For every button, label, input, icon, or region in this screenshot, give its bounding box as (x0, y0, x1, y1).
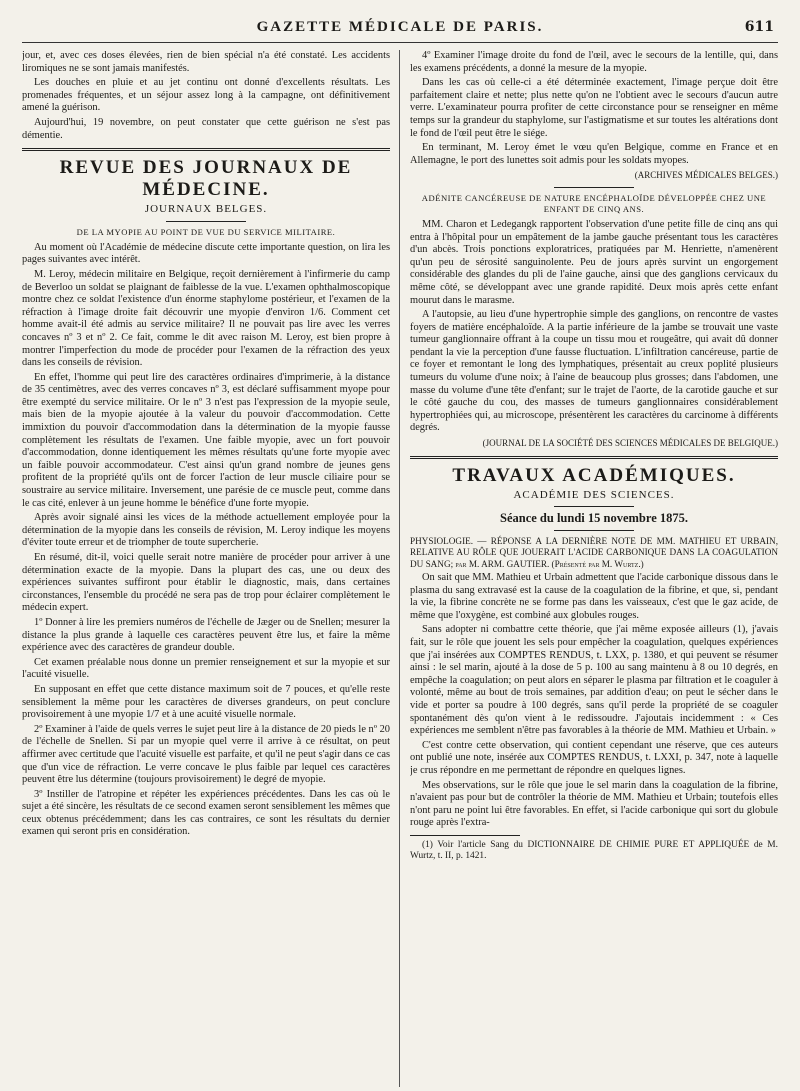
paragraph: En résumé, dit-il, voici quelle serait notre manière de procéder pour arriver à une détermination exacte de la myopie. Dans la plupart des cas, une ou deux des expériences suivantes suffiront pour établir le diagnostic, mais, dans certaines circonstances, l'ensemble du procédé ne sera pas de trop pour éclairer complètement le médecin expert. (22, 552, 390, 614)
subsection-title: ACADÉMIE DES SCIENCES. (513, 488, 675, 501)
source-citation: (ARCHIVES MÉDICALES BELGES.) (634, 170, 778, 181)
paragraph: jour, et, avec ces doses élevées, rien de bien spécial n'a été constaté. Les accidents liromiques ne se sont jamais manifestés. (22, 50, 390, 74)
paragraph: Cet examen préalable nous donne un premier renseignement et sur la myopie et sur l'acuité visuelle. (22, 656, 390, 681)
page-number: 611 (744, 19, 774, 35)
paragraph: Aujourd'hui, 19 novembre, on peut constater que cette guérison ne s'est pas démentie. (22, 116, 390, 141)
paragraph: 3º Instiller de l'atropine et répéter les expériences précédentes. Dans les cas où le sujet a été sincère, les résultats de ce second examen seront sensiblement les mêmes que ceux obtenus précédemment; dans les cas contraires, ce sont les résultats du dernier examen qui seront pris en considération. (22, 788, 390, 838)
paragraph: Sans adopter ni combattre cette théorie, que j'ai même exposée ailleurs (1), j'avais fait, sur le rôle que jouent les sels pour empêcher la coagulation, quelques expériences que j'ai insérées aux COMPTES RENDUS, t. LXX, p. 1380, et qui peuvent se résumer ainsi : le sel marin, ajouté à la dose de 5 p. 100 au sang maintenu à 8 ou 10 degrés, en empêche la coagulation; on peut alors en séparer le plasma par filtration et le coaguler à volonté, même au bout de trois semaines, par addition d'eau; on peut le sécher dans le vide et porter sa poudre à 100 degrés, sans qu'il perde la propriété de se coaguler spontanément dès qu'on vient à le redissoudre. J'ajoutais incidemment : « Ces expériences me semblent n'être pas favorables à la théorie de MM. Mathieu et Urbain. » (410, 624, 778, 737)
journal-title: GAZETTE MÉDICALE DE PARIS. (256, 18, 544, 35)
paragraph: A l'autopsie, au lieu d'une hypertrophie simple des ganglions, on rencontre de vastes foyers de matière encéphaloïde. A la partie inférieure de la jambe se trouvait une vaste tumeur ganglionnaire offrant à la coupe un tissu mou et rougeâtre, qui avait dû donner pendant la vie la perception d'une fausse fluctuation. L'infiltration cancéreuse, partie de ce foyer et remontant le long des lymphatiques, présentait au creux poplité plusieurs tumeurs du volume d'une noix; à l'aine de beaucoup plus grosses; dans l'abdomen, une masse du volume d'une tête d'enfant; sur le trajet de l'aorte, de la carotide gauche et sur le côté gauche du cou, des masses de tumeurs ganglionnaires considérablement hypertrophiées qui, au microscope, présentèrent les caractères du carcinome à différents degrés. (410, 309, 778, 434)
source-citation: (JOURNAL DE LA SOCIÉTÉ DES SCIENCES MÉDICALES DE BELGIQUE.) (482, 438, 778, 449)
short-rule (166, 221, 246, 222)
footnote: (1) Voir l'article Sang du DICTIONNAIRE DE CHIMIE PURE ET APPLIQUÉE de M. Wurtz, t. II, p. 1421. (410, 839, 778, 862)
short-rule (554, 187, 634, 188)
paragraph: M. Leroy, médecin militaire en Belgique, reçoit dernièrement à l'infirmerie du camp de Beverloo un soldat se plaignant de faiblesse de la vue. L'examen ophthalmoscopique montre chez ce soldat l'existence d'un énorme staphylome postérieur, et l'examen de la réfraction à l'image droite fait découvrir une myopie d'environ 1/6. Comment cet homme avait-il été admis au service militaire? Il ne pouvait pas lire avec les verres concaves nº 3 et nº 2. Ce fait, comme le dit avec raison M. Leroy, est bien propre à montrer l'imperfection du mode de procéder pour l'examen de la réfraction des yeux dans les conseils de révision. (22, 268, 390, 369)
article-title: DE LA MYOPIE AU POINT DE VUE DU SERVICE MILITAIRE. (76, 226, 336, 237)
section-title: TRAVAUX ACADÉMIQUES. (452, 464, 736, 486)
short-rule (554, 530, 634, 531)
section-rule (22, 148, 390, 151)
paragraph: En effet, l'homme qui peut lire des caractères ordinaires d'imprimerie, à la distance de 35 centimètres, avec des verres concaves nº 3, est déclaré suffisamment myope pour être exempté du service militaire. Or le nº 3 n'est pas l'expression de la myopie seule, mais bien de la myopie ajoutée à la valeur du pouvoir d'accommodation. Cette immixtion du pouvoir d'accommodation dans la détermination de la myopie fausse complètement les résultats de l'examen. Une faible myopie, avec un fort pouvoir d'accommodation, donne identiquement les mêmes résultats qu'une forte myopie avec un faible pouvoir accommodateur. C'est ainsi qu'un grand nombre de jeunes gens profitent de la propriété qu'ils ont de forcer l'action de leur muscle ciliaire pour se soustraire au service militaire. Inversement, une parésie de ce muscle peut, comme dans le cas cité, enlever à un jeune homme le bénéfice d'une forte myopie. (22, 371, 390, 509)
running-head (22, 12, 778, 43)
paragraph: Dans les cas où celle-ci a été déterminée exactement, l'image perçue doit être parfaitement claire et nette; plus nette qu'on ne l'obtient avec le secours d'aucun autre verre. L'examinateur pourra profiter de cette circonstance pour se renseigner en même temps sur la grandeur du staphylome, sur l'astigmatisme et sur toutes les altérations dont le fond de l'œil peut être le siége. (410, 77, 778, 139)
paragraph: 2º Examiner à l'aide de quels verres le sujet peut lire à la distance de 20 pieds le nº 20 de l'échelle de Snellen. Si par un myopie quel verre il arrive à ce résultat, on peut affirmer avec certitude que l'acuité visuelle est parfaite, et qu'il ne peut s'agir dans ce cas que d'un vice de réfraction. Le verre concave le plus faible par lequel ces caractères peuvent être lus détermine (toujours provisoirement) le degré de myopie. (22, 723, 390, 786)
paragraph: Après avoir signalé ainsi les vices de la méthode actuellement employée pour la détermination de la myopie dans les conseils de révision, M. Leroy indique les moyens d'éviter toute erreur et de triompher de toute supercherie. (22, 512, 390, 549)
left-column (22, 50, 390, 1087)
paragraph: On sait que MM. Mathieu et Urbain admettent que l'acide carbonique dissous dans le plasma du sang extravasé est la cause de la coagulation de la fibrine, et que, si, pendant la vie, la fibrine concrète ne se forme pas dans les vaisseaux, c'est que le gaz acide, de même que l'oxygène, est combiné aux globules rouges. (410, 572, 778, 621)
paragraph: C'est contre cette observation, qui contient cependant une réserve, que ces auteurs ont publié une note, insérée aux COMPTES RENDUS, t. LXXI, p. 347, note à laquelle je crus répondre en me permettant de répondre en quelques lignes. (410, 739, 778, 776)
section-title: REVUE DES JOURNAUX DE MÉDECINE. (59, 157, 353, 201)
article-title: ADÉNITE CANCÉREUSE DE NATURE ENCÉPHALOÏDE DÉVELOPPÉE CHEZ UNE ENFANT DE CINQ ANS. (421, 192, 767, 214)
paragraph: 4º Examiner l'image droite du fond de l'œil, avec le secours de la lentille, qui, dans les examens précédents, a donné la mesure de la myopie. (410, 50, 778, 74)
article-heading: PHYSIOLOGIE. — RÉPONSE A LA DERNIÈRE NOTE DE MM. MATHIEU ET URBAIN, RELATIVE AU RÔLE QUE JOUERAIT L'ACIDE CARBONIQUE DANS LA COAGULATION DU SANG; par M. ARM. GAUTIER. (Présenté par M. Wurtz.) (410, 535, 778, 569)
column-divider (399, 50, 400, 1087)
paragraph: MM. Charon et Ledegangk rapportent l'observation d'une petite fille de cinq ans qui entra à l'hôpital pour un empâtement de la jambe gauche présentant tous les caractères d'un abcès. Trois ponctions exploratrices, pratiquées par M. Henriette, n'amenèrent qu'un peu de sérosité sanguinolente. Peu de jours après survint un engorgement considérable des glandes du pli de l'aine gauche, ainsi que des ganglions cervicaux du même côté, se développant avec une grande rapidité. Deux mois après cette enfant mourut dans le marasme. (410, 218, 778, 306)
paragraph: En supposant en effet que cette distance maximum soit de 7 pouces, et qu'elle reste sensiblement la même pour les caractères de diverses grandeurs, on peut conclure provisoirement à une myopie 1/7 et à une acuité visuelle normale. (22, 683, 390, 721)
paragraph: Mes observations, sur le rôle que joue le sel marin dans la coagulation de la fibrine, n'avaient pas pour but de contrôler la théorie de MM. Mathieu et Urbain; toutefois elles n'ont paru ne point lui être favorables. En effet, si l'acide carbonique qui sort du globule rouge après l'extra- (410, 779, 778, 829)
paragraph: Les douches en pluie et au jet continu ont donné d'excellents résultats. Les promenades fréquentes, et un séjour assez long à la campagne, ont définitivement amené la guérison. (22, 77, 390, 114)
paragraph: En terminant, M. Leroy émet le vœu qu'en Belgique, comme en France et en Allemagne, le port des lunettes soit admis pour les soldats myopes. (410, 142, 778, 166)
section-rule (410, 456, 778, 459)
session-heading: Séance du lundi 15 novembre 1875. (500, 511, 688, 526)
subsection-title: JOURNAUX BELGES. (144, 203, 268, 216)
short-rule (554, 506, 634, 507)
footnote-rule (410, 835, 520, 836)
paragraph: 1º Donner à lire les premiers numéros de l'échelle de Jæger ou de Snellen; mesurer la distance la plus grande à laquelle ces caractères peuvent être lus, et faire la même expérience avec des caractères de grandeur double. (22, 616, 390, 654)
paragraph: Au moment où l'Académie de médecine discute cette importante question, on lira les pages suivantes avec intérêt. (22, 241, 390, 266)
right-column (410, 50, 778, 1087)
